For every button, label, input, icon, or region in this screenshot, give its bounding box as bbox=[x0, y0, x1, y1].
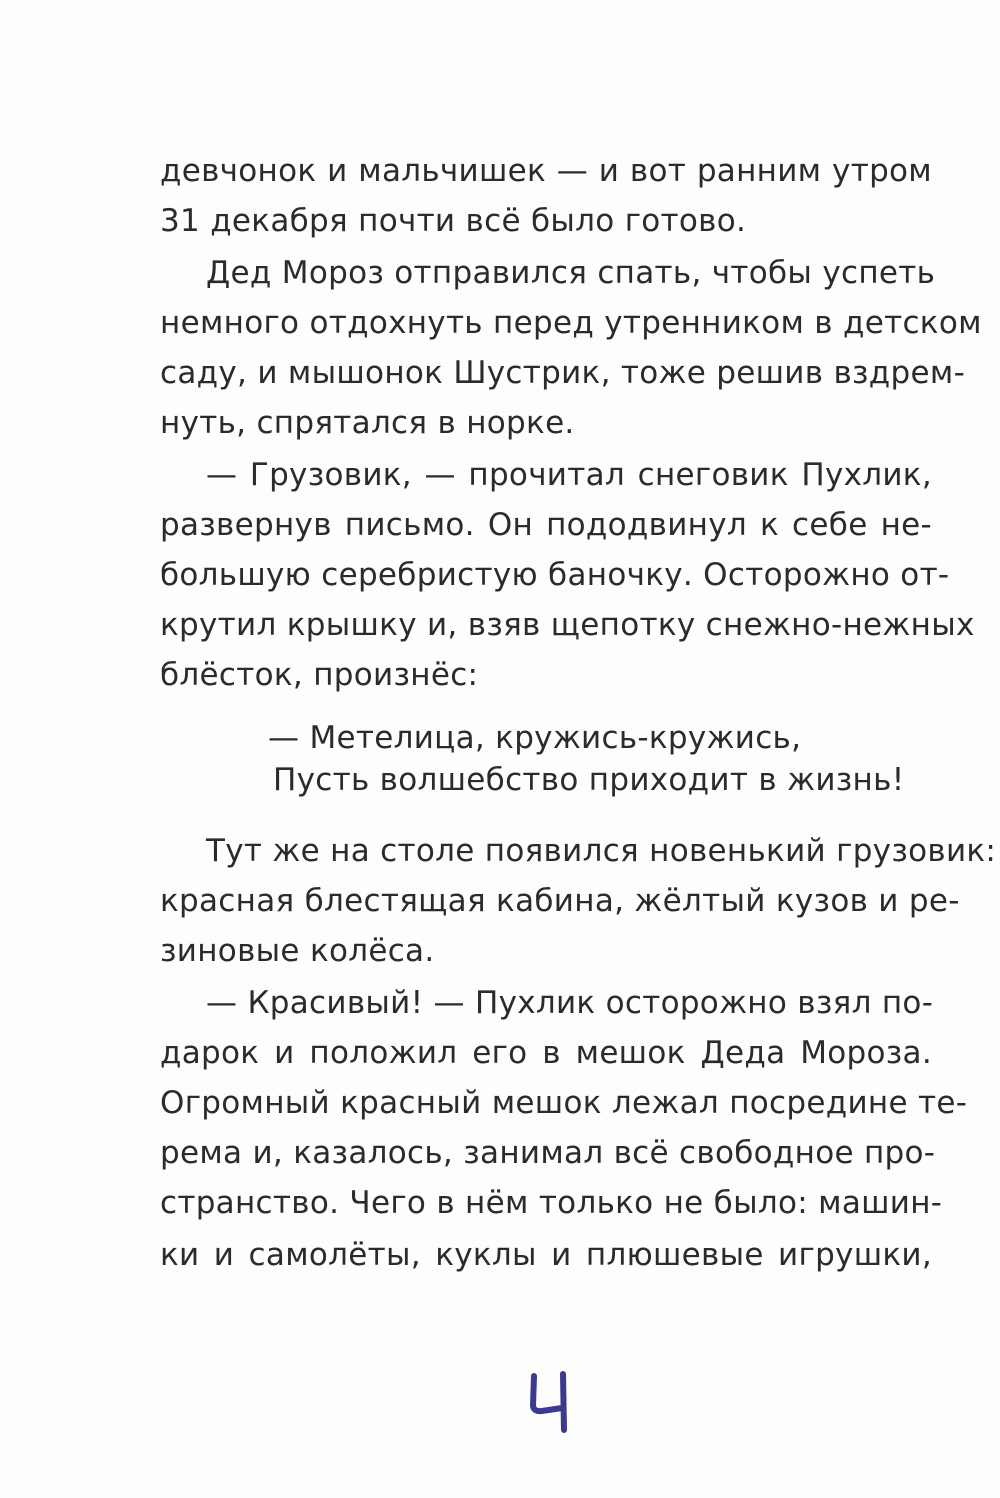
text-line: дарок и положил его в мешок Деда Мороза. bbox=[160, 1035, 932, 1071]
text-line: девчонок и мальчишек — и вот ранним утром bbox=[160, 153, 932, 189]
text-line: блёсток, произнёс: bbox=[160, 657, 479, 693]
text-line: рема и, казалось, занимал всё свободное про- bbox=[160, 1135, 936, 1171]
text-line: нуть, спрятался в норке. bbox=[160, 405, 575, 441]
page-number bbox=[524, 1368, 574, 1438]
text-line: Дед Мороз отправился спать, чтобы успеть bbox=[206, 255, 936, 291]
text-line: — Грузовик, — прочитал снеговик Пухлик, bbox=[206, 457, 932, 493]
text-line: зиновые колёса. bbox=[160, 933, 435, 969]
text-line: большую серебристую баночку. Осторожно от- bbox=[160, 557, 950, 593]
text-line: Огромный красный мешок лежал посредине те- bbox=[160, 1085, 968, 1121]
text-line: развернув письмо. Он пододвинул к себе не- bbox=[160, 507, 932, 543]
text-line: красная блестящая кабина, жёлтый кузов и ре- bbox=[160, 883, 960, 919]
verse-line: — Метелица, кружись-кружись, bbox=[268, 720, 802, 756]
text-line: крутил крышку и, взяв щепотку снежно-нежных bbox=[160, 607, 975, 643]
text-line: немного отдохнуть перед утренником в детском bbox=[160, 305, 982, 341]
text-line: странство. Чего в нём только не было: машин- bbox=[160, 1185, 943, 1221]
text-line: 31 декабря почти всё было готово. bbox=[160, 203, 747, 239]
text-line: ки и самолёты, куклы и плюшевые игрушки, bbox=[160, 1237, 932, 1273]
text-line: — Красивый! — Пухлик осторожно взял по- bbox=[206, 985, 934, 1021]
verse-line: Пусть волшебство приходит в жизнь! bbox=[273, 762, 905, 798]
text-line: саду, и мышонок Шустрик, тоже решив вздрем- bbox=[160, 355, 966, 391]
text-line: Тут же на столе появился новенький грузовик: bbox=[206, 833, 997, 869]
